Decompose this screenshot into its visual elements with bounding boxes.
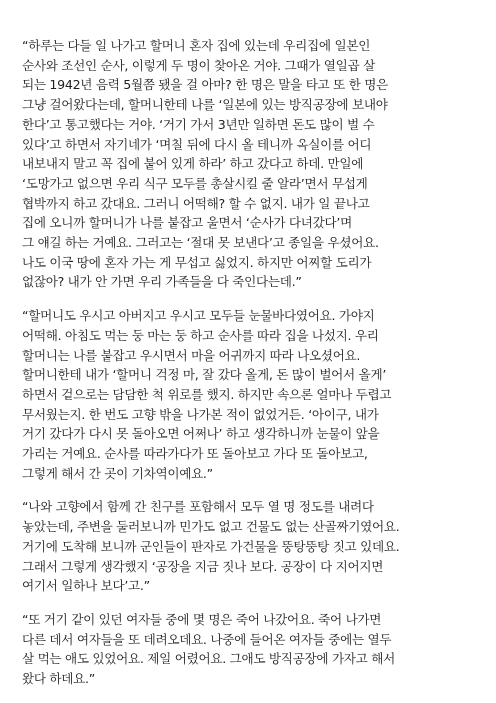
text-line: 한다’고 통고했다는 거야. ‘거기 가서 3년만 일하면 돈도 많이 벌 수 [22,116,375,132]
text-line: 다른 데서 여자들을 또 데려오데요. 나중에 들어온 여자들 중에는 열두 [22,631,392,647]
paragraph-4 [22,610,484,689]
text-line: 그래서 그렇게 생각했지 ‘공장을 지금 짓나 보다. 공장이 다 지어지면 [22,558,384,574]
text-line: 왔다 하데요.” [22,671,95,687]
text-line: 거기에 도착해 보니까 군인들이 판자로 가건물을 뚱탕뚱탕 짓고 있데요. [22,538,400,554]
text-line: “할머니도 우시고 아버지고 우시고 모두들 눈물바다였어요. 가야지 [22,308,375,324]
paragraph-3 [22,497,484,596]
text-line: 여기서 일하나 보다’고.” [22,578,150,594]
text-line: 할머니한테 내가 ‘할머니 걱정 마, 잘 갔다 올게, 돈 많이 벌어서 올게’ [22,367,387,383]
text-line: 그렇게 해서 간 곳이 기차역이예요.” [22,465,213,481]
text-line: 순사와 조선인 순사, 이렇게 두 명이 찾아온 거야. 그때가 열일곱 살 [22,57,375,73]
paragraph-1 [22,36,484,292]
text-line: 그 얘길 하는 거예요. 그러고는 ‘절대 못 보낸다’고 종일을 우셨어요. [22,235,379,251]
document-body [22,36,484,703]
paragraph-2 [22,306,484,483]
text-line: 살 먹는 애도 있었어요. 제일 어렸어요. 그애도 방직공장에 가자고 해서 [22,651,395,667]
text-line: 어떡해. 아침도 먹는 둥 마는 둥 하고 순사를 따라 집을 나섰지. 우리 [22,327,379,343]
text-line: “하루는 다들 일 나가고 할머니 혼자 집에 있는데 우리집에 일본인 [22,38,371,53]
text-line: 협박까지 하고 갔대요. 그러니 어떡해? 할 수 없지. 내가 일 끝나고 [22,195,370,211]
text-line: 집에 오니까 할머니가 나를 붙잡고 울면서 ‘순사가 다녀갔다’며 [22,215,352,231]
text-line: 내보내지 말고 꼭 집에 붙어 있게 하라’ 하고 갔다고 하데. 만일에 [22,156,364,172]
text-line: 거기 갔다가 다시 못 돌아오면 어쩌나’ 하고 생각하니까 눈물이 앞을 [22,426,380,442]
text-line: 있다’고 하면서 자기네가 ‘며칠 뒤에 다시 올 테니까 옥실이를 어디 [22,136,372,152]
text-line: “또 거기 같이 있던 여자들 중에 몇 명은 죽어 나갔어요. 죽어 나가면 [22,611,382,627]
text-line: 하면서 겉으로는 담담한 척 위로를 했지. 하지만 속으론 얼마나 두렵고 [22,386,392,402]
text-line: 놓았는데, 주변을 둘러보니까 민가도 없고 건물도 없는 산골짜기였어요. [22,519,400,535]
text-line: “나와 고향에서 함께 간 친구를 포함해서 모두 열 명 정도를 내려다 [22,499,374,515]
text-line: 나도 이국 땅에 혼자 가는 게 무섭고 싫었지. 하지만 어찌할 도리가 [22,254,372,270]
text-line: ‘도망가고 없으면 우리 식구 모두를 총살시킬 줄 알라’면서 무섭게 [22,175,368,191]
text-line: 무서웠는지. 한 번도 고향 밖을 나가본 적이 없었거든. ‘아이구, 내가 [22,406,379,422]
text-line: 가리는 거예요. 순사를 따라가다가 또 돌아보고 가다 또 돌아보고, [22,446,368,462]
text-line: 없잖아? 내가 안 가면 우리 가족들을 다 죽인다는데.” [22,274,302,290]
text-line: 할머니는 나를 붙잡고 우시면서 마을 어귀까지 따라 나오셨어요. [22,347,361,363]
text-line: 그냥 걸어왔다는데, 할머니한테 나를 ‘일본에 있는 방직공장에 보내야 [22,97,388,113]
text-line: 되는 1942년 음력 5월쯤 됐을 걸 아마? 한 명은 말을 타고 또 한 명은 [22,77,388,93]
